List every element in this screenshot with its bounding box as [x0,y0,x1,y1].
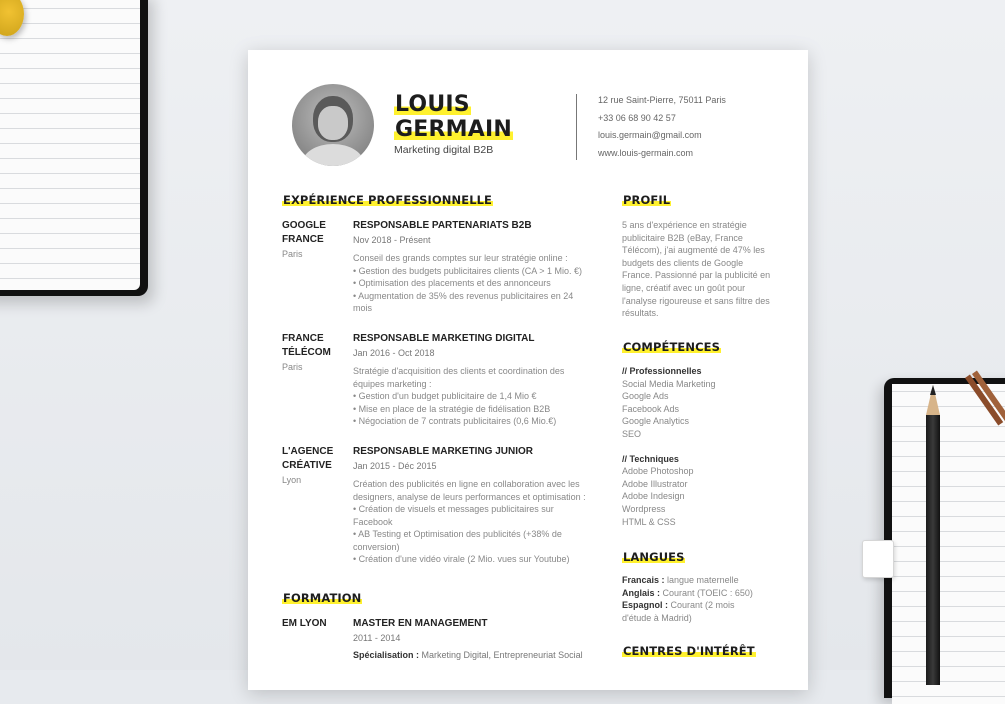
role: RESPONSABLE MARKETING JUNIOR [353,446,534,457]
list-item: Adobe Illustrator [622,478,688,489]
role: RESPONSABLE MARKETING DIGITAL [353,333,535,344]
role: RESPONSABLE PARTENARIATS B2B [353,220,532,231]
section-formation: FORMATION [283,591,362,605]
notebook-right [884,378,1005,698]
list-item: • Création d'une vidéo virale (2 Mio. vues sur Youtube) [353,554,570,564]
job-description: Conseil des grands comptes sur leur stratégie online : [353,253,568,263]
list-item: Francais : langue maternelle [622,575,739,585]
list-item: Google Analytics [622,416,690,427]
section-interets: CENTRES D'INTÉRÊT [623,644,755,658]
list-item: HTML & CSS [622,516,676,527]
list-item: Espagnol : Courant (2 mois d'étude à Madrid) [622,600,735,623]
website: www.louis-germain.com [598,148,694,158]
section-profil: PROFIL [623,193,671,207]
list-item: • Augmentation de 35% des revenus publicitaires en 24 mois [353,290,574,313]
section-competences: COMPÉTENCES [623,340,720,354]
list-item: • Création de visuels et messages publicitaires sur Facebook [353,504,554,527]
list-item: Wordpress [622,503,666,514]
dates: 2011 - 2014 [353,633,401,643]
notebook-pages [892,384,1005,704]
school: EM LYON [282,618,327,629]
dates: Jan 2015 - Déc 2015 [353,461,437,471]
list-item: Social Media Marketing [622,378,716,389]
address: 12 rue Saint-Pierre, 75011 Paris [598,95,726,105]
pencil-lead [930,385,936,395]
list-item: • Optimisation des placements et des annonceurs [353,278,551,288]
company: L'AGENCE CRÉATIVE Lyon [282,446,334,485]
list-item: Google Ads [622,391,669,402]
last-name: GERMAIN [395,117,512,142]
email: louis.germain@gmail.com [598,130,702,140]
list-item: Facebook Ads [622,403,680,414]
section-experience: EXPÉRIENCE PROFESSIONNELLE [283,193,493,207]
pencil [926,415,940,685]
job-description: Stratégie d'acquisition des clients et coordination des équipes marketing : [353,366,565,389]
dates: Jan 2016 - Oct 2018 [353,348,435,358]
divider [576,94,577,160]
langues-list [622,574,762,624]
phone: +33 06 68 90 42 57 [598,113,676,123]
notebook-left [0,0,148,296]
list-item: Anglais : Courant (TOEIC : 650) [622,587,753,598]
competences-list: // Professionnelles Social Media Marketing Google Ads Facebook Ads Google Analytics SEO // Techniques Adobe Photoshop Adobe Illustrator Adobe Indesign Wordpress HTML & CSS [622,365,782,528]
binder-clip [862,540,894,578]
profile-photo [292,84,374,166]
list-item: Adobe Indesign [622,491,685,502]
job-title: Marketing digital B2B [394,144,494,156]
first-name: LOUIS [395,92,470,117]
section-langues: LANGUES [623,550,685,564]
company: GOOGLE FRANCE Paris [282,220,326,259]
list-item: • Gestion des budgets publicitaires clients (CA > 1 Mio. €) [353,265,583,276]
list-item: • AB Testing et Optimisation des publicités (+38% de conversion) [353,529,562,552]
resume-page [248,50,808,690]
list-item: • Négociation de 7 contrats publicitaires (0,6 Mio.€) [353,416,557,426]
list-item: • Mise en place de la stratégie de fidélisation B2B [353,403,551,414]
profil-text: 5 ans d'expérience en stratégie publicitaire B2B (eBay, France Télécom), j'ai augmenté de 47% les budgets des clients de Google France. Passionné par la publicité en ligne, créatif avec un goût pour l'analyse rigoureuse et sans filtre des résultats. [622,220,771,319]
notebook-pages [0,0,140,290]
company: FRANCE TÉLÉCOM Paris [282,333,331,372]
specialisation: Spécialisation : Marketing Digital, Entrepreneuriat Social [353,650,583,660]
degree: MASTER EN MANAGEMENT [353,618,488,629]
list-item: • Gestion d'un budget publicitaire de 1,4 Mio € [353,391,537,401]
job-description: Création des publicités en ligne en collaboration avec les designers, analyse de leurs performances et optimisation : [353,479,586,502]
list-item: Adobe Photoshop [622,466,694,477]
dates: Nov 2018 - Présent [353,235,431,245]
list-item: SEO [622,428,642,439]
